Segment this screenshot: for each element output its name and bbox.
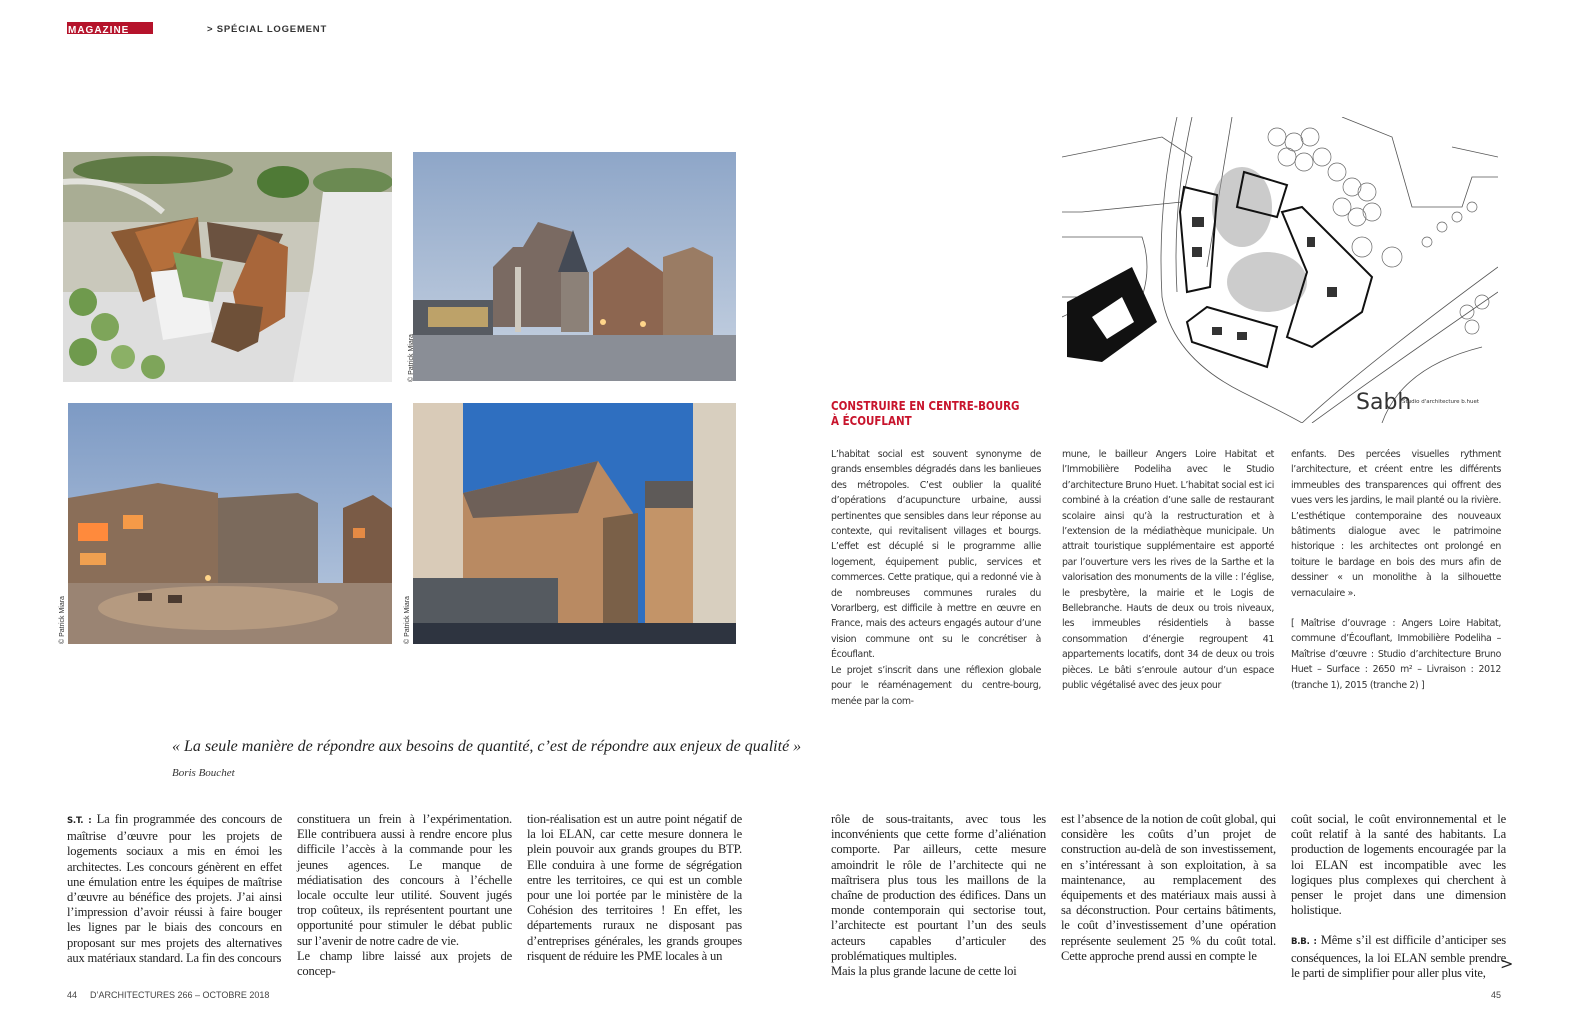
site-plan-map <box>1062 117 1498 423</box>
pull-quote: « La seule manière de répondre aux besoins de quantité, c’est de répondre aux enjeux de qualité » <box>172 738 802 755</box>
article-title-line1: CONSTRUIRE EN CENTRE-BOURG <box>831 399 1020 413</box>
interview-column-3 <box>527 812 742 964</box>
interview-text: constituera un frein à l’expérimentation. Elle contribuera aussi à rendre encore plus difficile l’accès à la commande pour les jeunes agences. Le manque de médiatisation des concours à l’échelle locale occulte leur utilité. Souvent jugés trop coûteux, ils représentent pourtant une opportunité pour stimuler le débat public sur l’avenir de notre cadre de vie. <box>297 812 512 948</box>
interview-text: coût social, le coût environnemental et le coût relatif à la santé des habitants. La production de logements encouragée par la loi ELAN est incompatible avec les logiques plus complexes qui cherchent à penser le projet dans une dimension holistique. <box>1291 812 1506 918</box>
interview-column-2 <box>297 812 512 979</box>
magazine-label <box>67 22 153 34</box>
page-number-right: 45 <box>1491 990 1502 1000</box>
interview-text: Mais la plus grande lacune de cette loi <box>831 964 1017 979</box>
article-paragraph: L’habitat social est souvent synonyme de grands ensembles dégradés dans les banlieues des métropoles. C’est oublier la qualité d’opérations d’acupuncture urbaine, aussi pertinentes que sensibles dans leur réponse au contexte, qui revitalisent villages et bourgs. L’effet est décuplé si le programme allie logement, équipement public, services et commerces. Cette pratique, qui a redonné vie à de nombreuses communes rurales du Vorarlberg, est difficile à mettre en œuvre en France, mais des acteurs engagés autour d’une vision commune ont su le concrétiser à Écouflant. <box>831 449 1041 661</box>
interview-column-1 <box>67 812 282 966</box>
site-plan-caption: Studio d'architecture b.huet <box>1402 399 1480 405</box>
interview-text: est l’absence de la notion de coût global, qui considère les coûts d’un projet de construction au-delà de son investissement, en s’intéressant à son exploitation, à sa maintenance, au remplacement des équipements et des matériaux mais aussi à sa déconstruction. Pour certains bâtiments, le coût d’investissement d’une opération représente seulement 25 % du coût total. Cette approche prend aussi en compte le <box>1061 812 1276 963</box>
article-paragraph: mune, le bailleur Angers Loire Habitat et l’Immobilière Podeliha avec le Studio d’architecture Bruno Huet. L’habitat social est ici combiné à la création d’une salle de restaurant scolaire ainsi qu’à la restructuration et à l’extension de la médiathèque municipale. Un attrait touristique supplémentaire est apporté par l’ouverture vers les rives de la Sarthe et la valorisation des monuments de la ville : l’église, le presbytère, la mairie et le Logis de Bellebranche. Hauts de deux ou trois niveaux, les immeubles résidentiels à basse consommation d’énergie regroupent 41 appartements locatifs, dont 34 de deux ou trois pièces. Le bâti s’enroule autour d’un espace public végétalisé avec des jeux pour <box>1062 449 1274 692</box>
magazine-label-text: MAGAZINE <box>68 25 130 34</box>
section-title: > SPÉCIAL LOGEMENT <box>207 24 328 35</box>
continue-arrow-icon: > <box>1500 954 1514 973</box>
article-column-3 <box>1291 447 1501 693</box>
interview-text: tion-réalisation est un autre point négatif de la loi ELAN, car cette mesure donnera le plein pouvoir aux grands groupes du BTP. Elle conduira à une forme de ségrégation entre les territoires, ce qui est un comble pour une loi portée par le ministère de la Cohésion des territoires ! En effet, les départements ruraux ne disposant pas d’entreprises générales, les grands groupes risquent de réduire les PME locales à un <box>527 812 742 963</box>
publication-info: D’ARCHITECTURES 266 – OCTOBRE 2018 <box>90 990 270 1000</box>
article-column-1 <box>831 447 1041 709</box>
photo-credit: © Patrick Miara <box>404 596 411 644</box>
article-paragraph: enfants. Des percées visuelles rythment l’architecture, et créent entre les différents immeubles des transparences qui offrent des vues vers les jardins, le mail planté ou la rivière. L’esthétique contemporaine des nouveaux bâtiments dialogue avec le patrimoine historique : les architectes ont prolongé en toiture le bardage en bois des murs afin de dessiner « un monolithe à la silhouette vernaculaire ». <box>1291 449 1501 599</box>
photo-wooden-gables <box>413 403 736 644</box>
architect-logo: Sabh <box>1356 390 1412 415</box>
photo-manor-square <box>413 152 736 381</box>
speaker-initials: B.B. : <box>1291 937 1317 948</box>
speaker-initials: S.T. : <box>67 816 92 826</box>
photo-credit: © Patrick Miara <box>408 334 415 382</box>
article-title <box>831 399 1020 429</box>
interview-column-4 <box>831 812 1046 979</box>
interview-text: Même s’il est difficile d’anticiper ses conséquences, la loi ELAN semble prendre le parti de simplifier pour aller plus vite, <box>1291 933 1506 980</box>
interview-column-5 <box>1061 812 1276 964</box>
interview-text: Le champ libre laissé aux projets de concep- <box>297 948 512 979</box>
interview-text: La fin programmée des concours de maîtrise d’œuvre pour les projets de logements sociaux a mis en émoi les architectes. Les concours génèrent en effet une émulation entre les équipes de maîtrise d’œuvre au bénéfice des projets. J’ai ainsi l’impression d’avoir réussi à faire bouger les lignes par le biais des concours en proposant sur mes projets des alternatives aux matériaux standard. La fin des concours <box>67 812 282 965</box>
interview-column-6 <box>1291 812 1506 981</box>
photo-aerial-rendering <box>63 152 392 382</box>
photo-credit: © Patrick Miara <box>59 596 66 644</box>
page-number-left: 44 <box>67 990 78 1000</box>
article-title-line2: À ÉCOUFLANT <box>831 414 912 428</box>
article-paragraph: Le projet s’inscrit dans une réflexion globale pour le réaménagement du centre-bourg, menée par la com- <box>831 664 1041 707</box>
quote-author: Boris Bouchet <box>172 767 235 779</box>
article-column-2 <box>1062 447 1274 694</box>
photo-courtyard <box>68 403 392 644</box>
interview-text: rôle de sous-traitants, avec tous les inconvénients que cette forme d’aliénation comporte. Par ailleurs, cette mesure amoindrit le rôle de l’architecte qui ne maîtrisera plus tous les maillons de la chaîne de production des édifices. Dans un monde contemporain qui sectorise tout, l’architecte est pourtant l’un des seuls acteurs capables d’articuler des problématiques multiples. <box>831 812 1046 963</box>
project-credits: [ Maîtrise d’ouvrage : Angers Loire Habitat, commune d’Écouflant, Immobilière Podeliha – Maîtrise d’œuvre : Studio d’architecture Bruno Huet – Surface : 2650 m² – Livraison : 2012 (tranche 1), 2015 (tranche 2) ] <box>1291 618 1501 691</box>
